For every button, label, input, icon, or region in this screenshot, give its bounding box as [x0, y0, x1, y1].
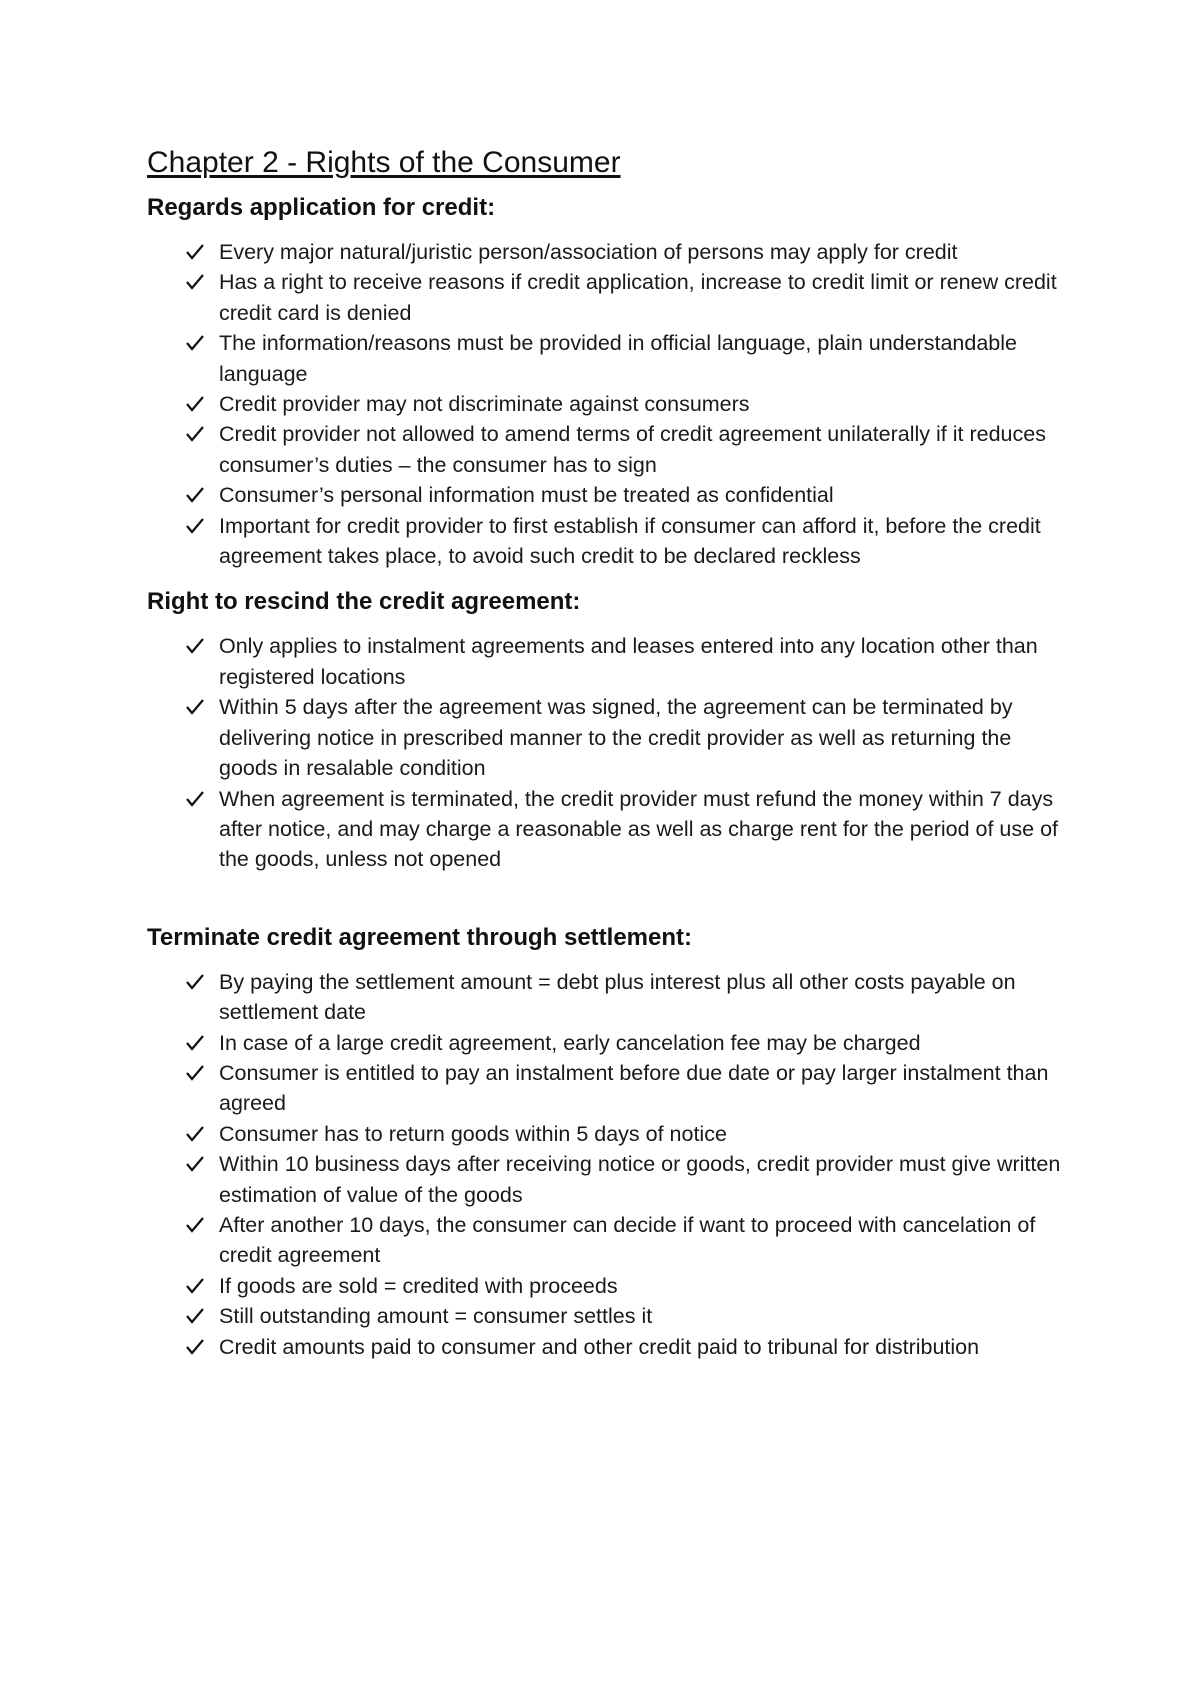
list-item-text: Only applies to instalment agreements and leases entered into any location other than registered locations [219, 634, 1038, 689]
list-item [147, 1119, 1067, 1149]
list-item [147, 1271, 1067, 1301]
list-item-text: After another 10 days, the consumer can decide if want to proceed with cancelation of credit agreement [219, 1212, 1036, 1268]
list-item [147, 967, 1067, 1028]
list-item-text: Every major natural/juristic person/association of persons may apply for credit [219, 240, 958, 264]
list-item [147, 1149, 1067, 1210]
list-item-text: If goods are sold = credited with proceeds [219, 1273, 618, 1298]
list-item [147, 328, 1067, 389]
checkmark-icon [184, 692, 208, 722]
checkmark-icon [184, 267, 208, 297]
checklist [147, 967, 1067, 1362]
list-item [147, 784, 1067, 875]
section-right-to-rescind [147, 587, 1067, 874]
list-item [147, 1058, 1067, 1119]
checkmark-icon [184, 1210, 208, 1240]
section-application-for-credit [147, 193, 1067, 571]
checkmark-icon [184, 1301, 208, 1331]
checkmark-icon [184, 1332, 208, 1362]
list-item-text: Consumer’s personal information must be treated as confidential [219, 483, 834, 508]
list-item [147, 419, 1067, 480]
list-item [147, 237, 1067, 267]
checkmark-icon [184, 1149, 208, 1179]
list-item [147, 267, 1067, 328]
list-item [147, 631, 1067, 692]
list-item [147, 1028, 1067, 1058]
list-item-text: When agreement is terminated, the credit provider must refund the money within 7 days after notice, and may charge a reasonable as well as charge rent for the period of use of the goods, unless not opened [219, 786, 1058, 872]
list-item [147, 389, 1067, 419]
section-heading: Right to rescind the credit agreement: [147, 588, 581, 616]
list-item-text: In case of a large credit agreement, early cancelation fee may be charged [219, 1030, 921, 1055]
list-item-text: Within 10 business days after receiving notice or goods, credit provider must give written estimation of value of the goods [219, 1152, 1061, 1207]
list-item [147, 1332, 1067, 1362]
section-heading: Regards application for credit: [147, 194, 496, 221]
checkmark-icon [184, 1058, 208, 1088]
checkmark-icon [184, 328, 208, 358]
list-item-text: Consumer is entitled to pay an instalment before due date or pay larger instalment than agreed [219, 1060, 1049, 1116]
list-item-text: By paying the settlement amount = debt plus interest plus all other costs payable on settlement date [219, 969, 1016, 1025]
list-item [147, 1301, 1067, 1331]
checkmark-icon [184, 511, 208, 541]
checklist [147, 237, 1067, 571]
section-terminate-through-settlement [147, 923, 1067, 1362]
checkmark-icon [184, 480, 208, 510]
checkmark-icon [184, 1119, 208, 1149]
list-item-text: Still outstanding amount = consumer settles it [219, 1304, 653, 1329]
section-heading: Terminate credit agreement through settlement: [147, 923, 692, 951]
list-item-text: Credit provider not allowed to amend terms of credit agreement unilaterally if it reduces consumer’s duties – the consumer has to sign [219, 422, 1046, 477]
checkmark-icon [184, 1271, 208, 1301]
checkmark-icon [184, 419, 208, 449]
list-item-text: Credit amounts paid to consumer and other credit paid to tribunal for distribution [219, 1334, 980, 1359]
page-title: Chapter 2 - Rights of the Consumer [147, 146, 621, 179]
checkmark-icon [184, 784, 208, 814]
document-content [147, 143, 1067, 1378]
checkmark-icon [184, 631, 208, 661]
list-item-text: Credit provider may not discriminate against consumers [219, 392, 750, 417]
checkmark-icon [184, 1028, 208, 1058]
list-item-text: Within 5 days after the agreement was signed, the agreement can be terminated by delivering notice in prescribed manner to the credit provider as well as returning the goods in resalable condition [219, 695, 1013, 781]
list-item-text: Important for credit provider to first establish if consumer can afford it, before the credit agreement takes place, to avoid such credit to be declared reckless [219, 513, 1041, 569]
checkmark-icon [184, 237, 208, 267]
checklist [147, 631, 1067, 874]
checkmark-icon [184, 389, 208, 419]
list-item [147, 511, 1067, 572]
checkmark-icon [184, 967, 208, 997]
list-item [147, 692, 1067, 783]
list-item-text: Has a right to receive reasons if credit application, increase to credit limit or renew credit credit card is denied [219, 270, 1057, 325]
list-item-text: The information/reasons must be provided in official language, plain understandable language [219, 331, 1017, 386]
list-item-text: Consumer has to return goods within 5 days of notice [219, 1121, 727, 1146]
list-item [147, 480, 1067, 510]
list-item [147, 1210, 1067, 1271]
